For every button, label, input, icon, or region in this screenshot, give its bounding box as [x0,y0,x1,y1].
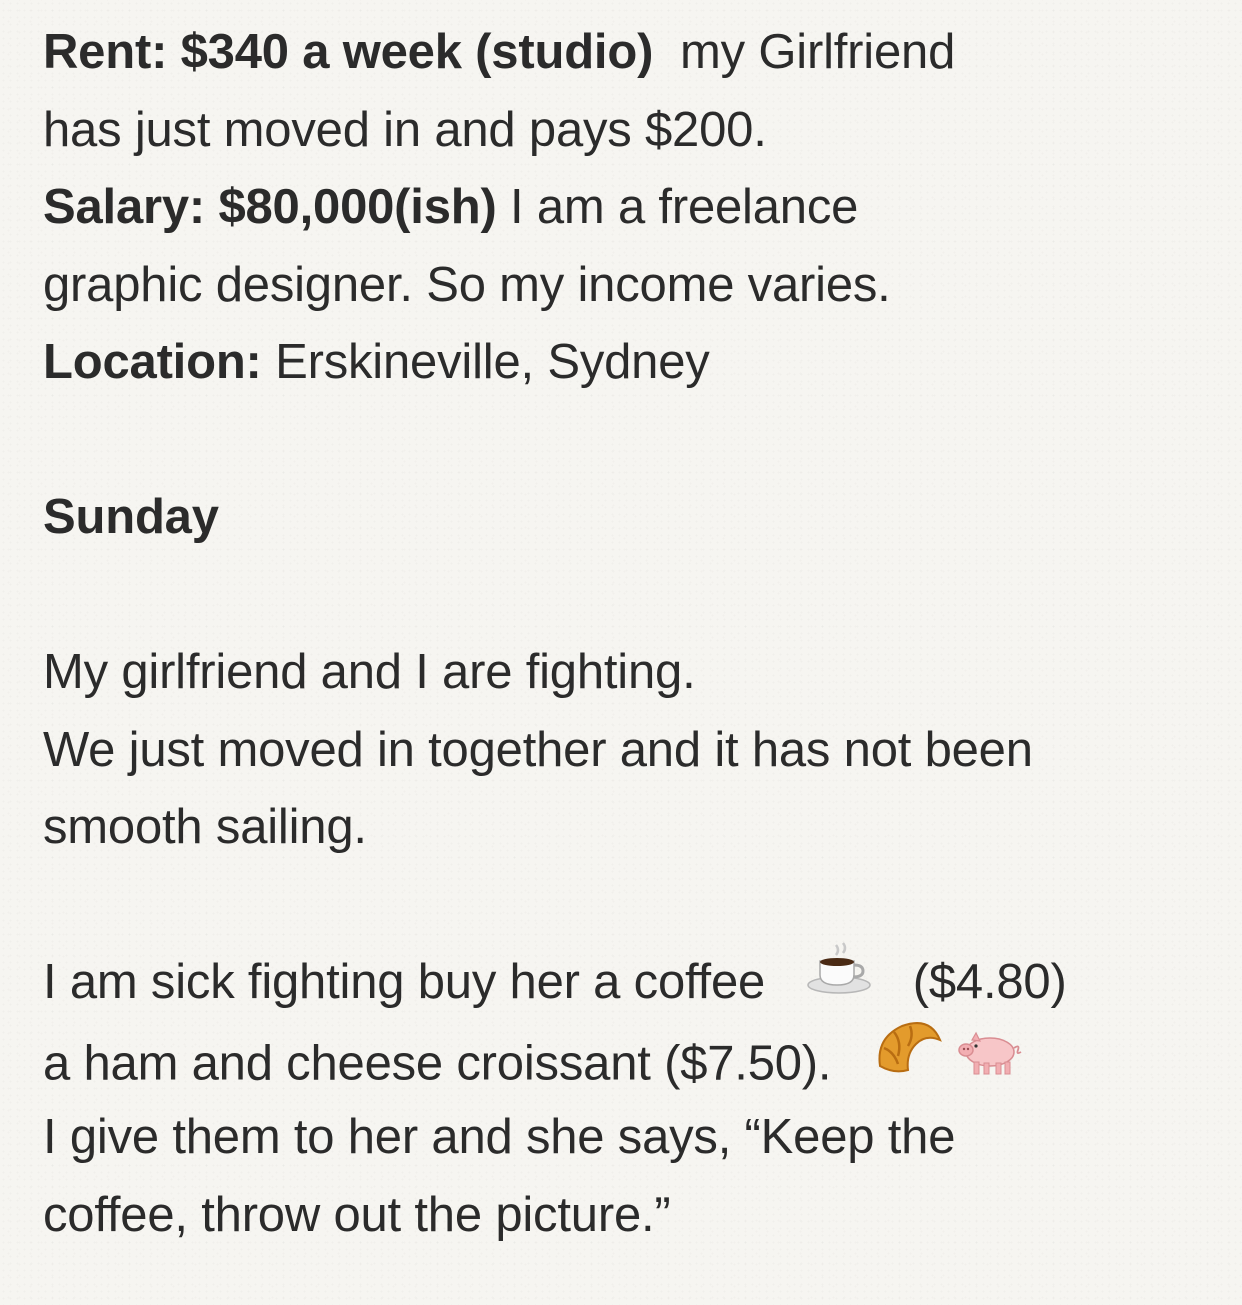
salary-line-cont [43,247,1223,325]
salary-text: I am a freelance [510,180,859,234]
spacer [43,402,1223,480]
salary-label: Salary: $80,000(ish) [43,180,497,234]
croissant-icon [872,1018,942,1108]
salary-line [43,169,1223,247]
paragraph-1-line-3: smooth sailing. [43,800,367,854]
coffee-price: ($4.80) [912,955,1067,1009]
salary-text-cont: graphic designer. So my income varies. [43,257,891,312]
location-label: Location: [43,335,262,389]
croissant-text: a ham and cheese croissant ($7.50). [43,1036,832,1091]
rent-label: Rent: $340 a week (studio) [43,25,654,79]
location-text: Erskineville, Sydney [275,335,710,389]
paragraph-1-line-2: We just moved in together and it has not been [43,722,1033,777]
pig-icon [956,1024,1022,1102]
paragraph-2-line-2 [43,1022,1223,1100]
rent-text-cont: has just moved in and pays $200. [43,102,767,157]
spacer [43,557,1223,635]
spacer [43,867,1223,945]
coffee-text: I am sick fighting buy her a coffee [43,955,766,1009]
rent-line [43,14,1223,92]
paragraph-2-line-1 [43,944,1223,1022]
location-line [43,324,1223,402]
rent-text: my Girlfriend [680,25,956,79]
rent-line-cont [43,92,1223,170]
paragraph-2-line-3: I give them to her and she says, “Keep the [43,1110,956,1164]
day-heading: Sunday [43,490,219,544]
paragraph-2-line-4: coffee, throw out the picture.” [43,1187,671,1242]
paragraph-1-line-1: My girlfriend and I are fighting. [43,645,696,699]
coffee-cup-icon [806,941,872,1021]
note-body [43,14,1223,1254]
